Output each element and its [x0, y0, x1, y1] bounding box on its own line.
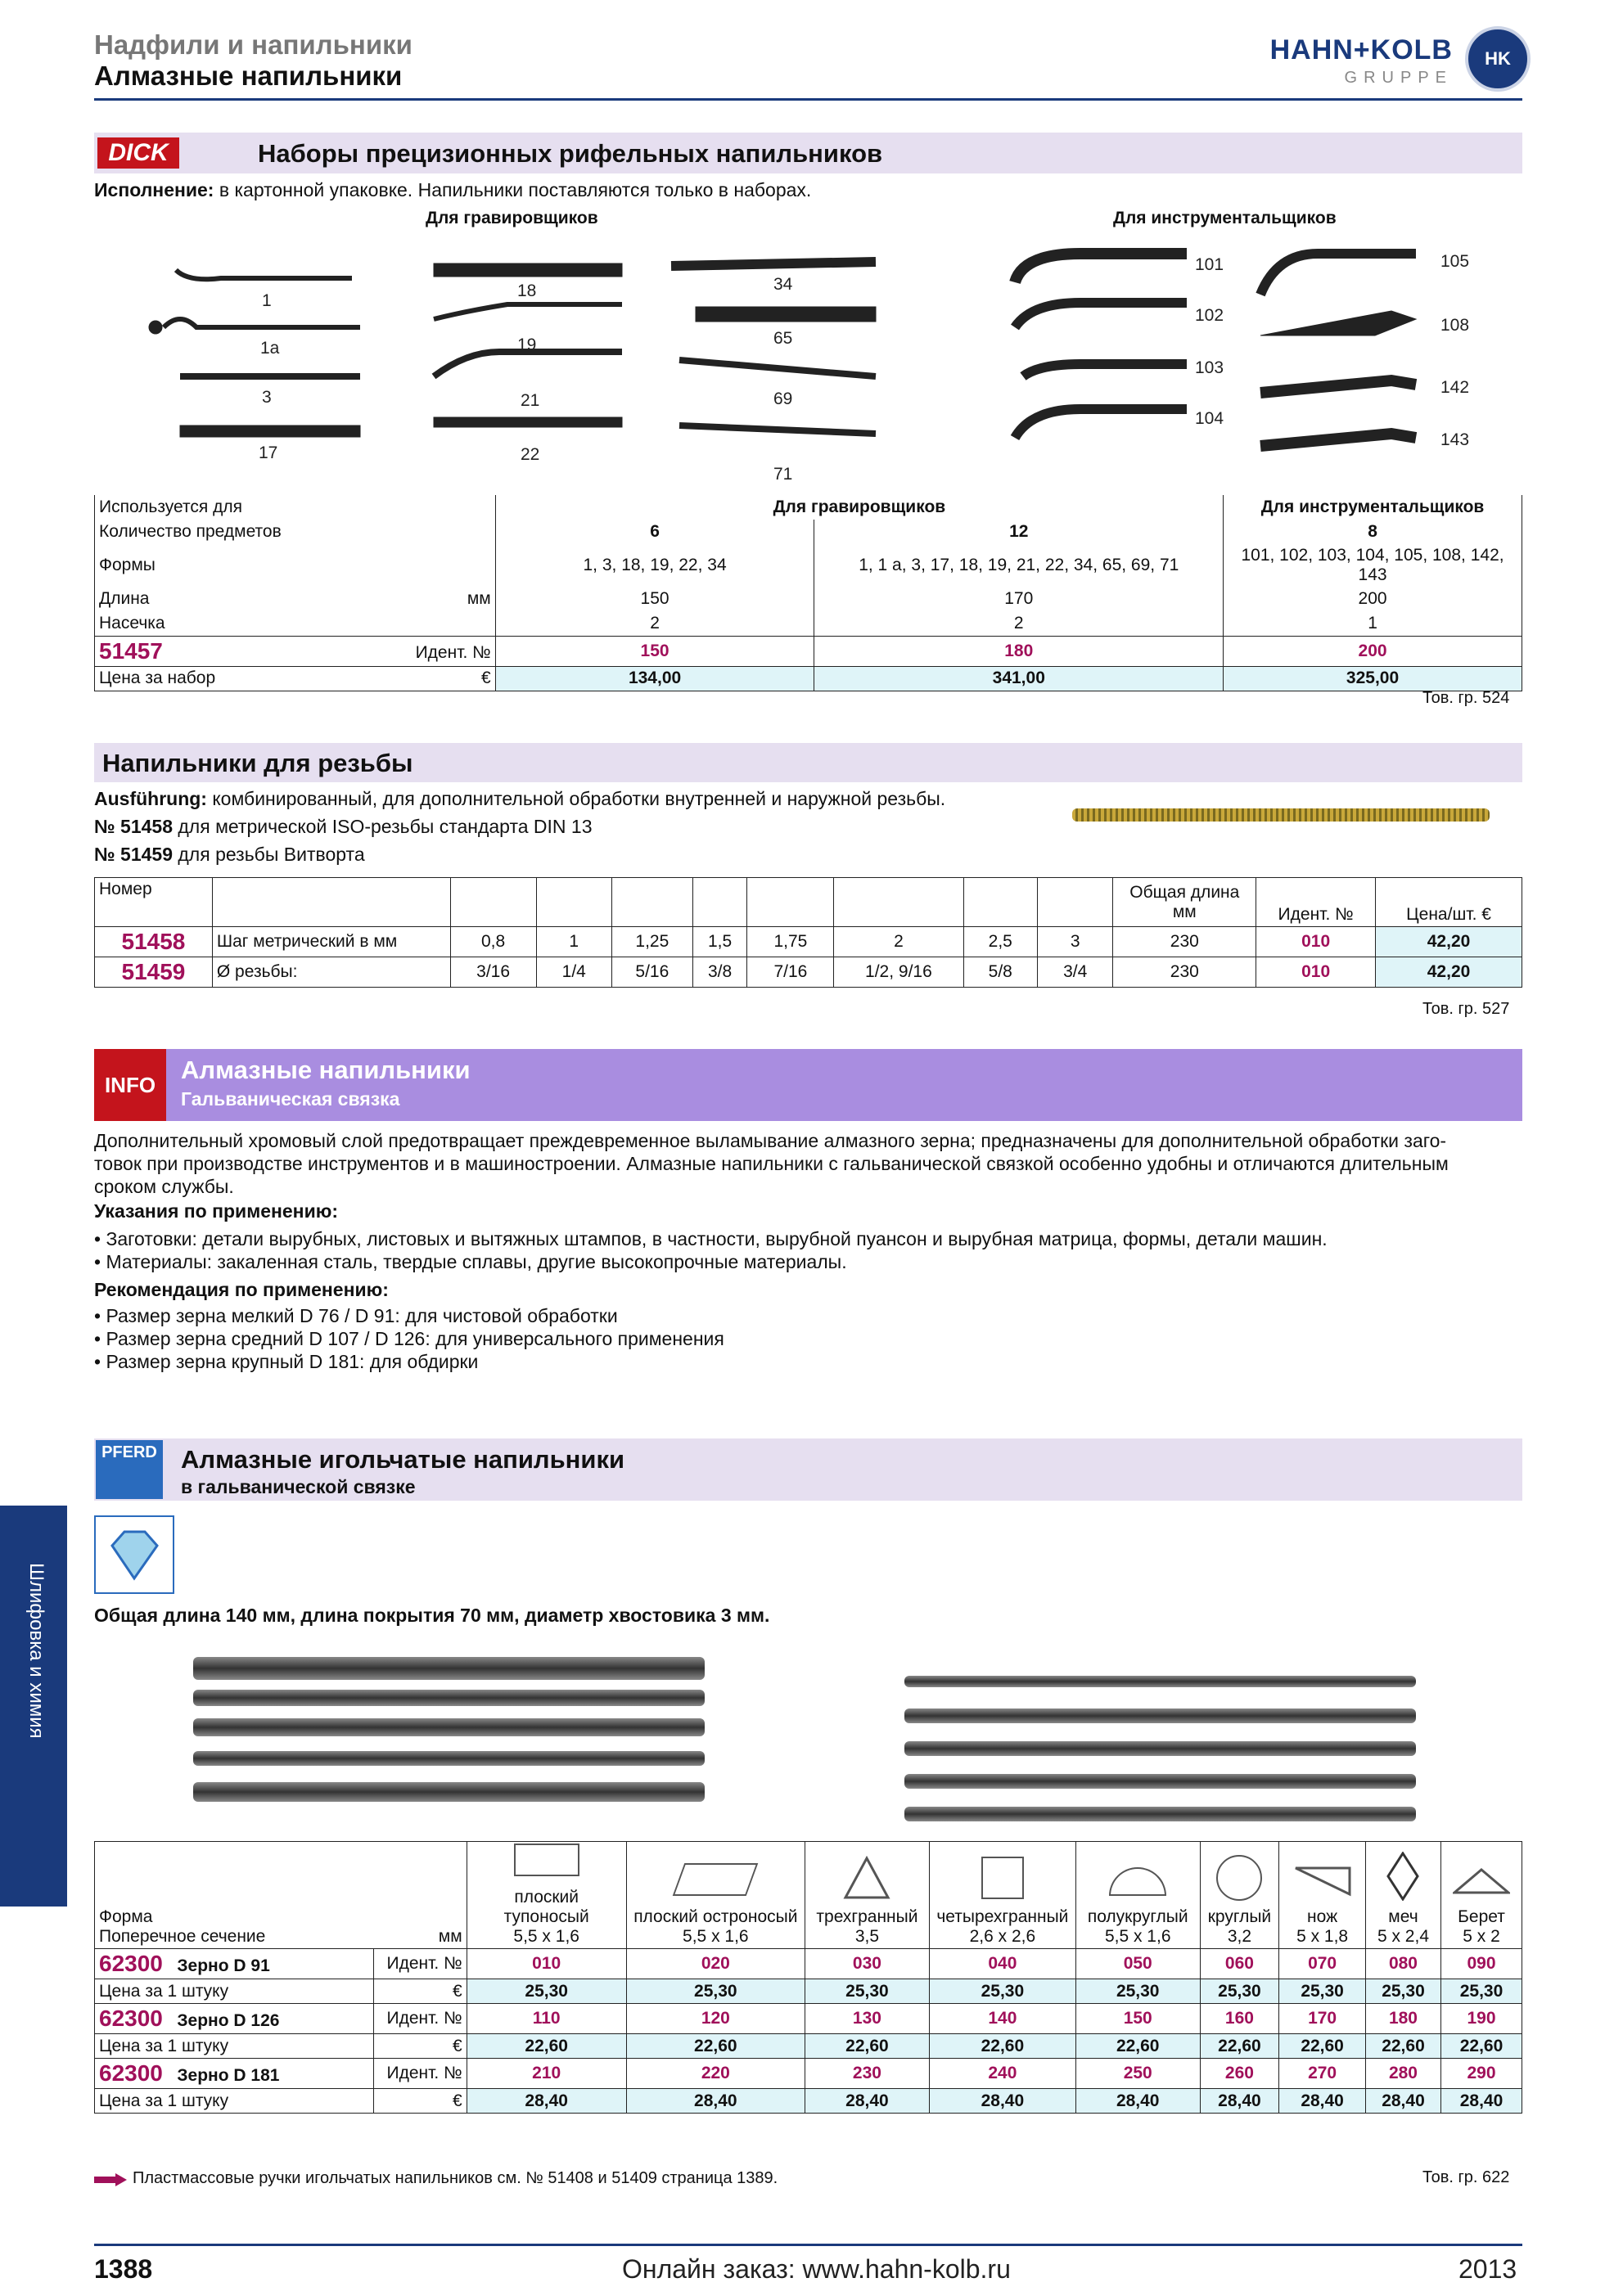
cell: 1/2, 9/16 — [834, 957, 963, 988]
pferd-logo: PFERD — [96, 1440, 163, 1499]
footer-year: 2013 — [1458, 2254, 1517, 2284]
cell — [747, 878, 834, 927]
s1-exec: Исполнение: в картонной упаковке. Напильники поставляются только в наборах. — [94, 179, 812, 200]
cell: Берет 5 x 2 — [1441, 1842, 1522, 1949]
side-tab-label: Шлифовка и химия — [25, 1563, 47, 1739]
cell — [692, 878, 747, 927]
cell: 22,60 — [1200, 2034, 1279, 2059]
cell: плоский тупоносый 5,5 x 1,6 — [467, 1842, 626, 1949]
needle-file-image — [904, 1741, 1416, 1756]
cell: 25,30 — [1075, 1979, 1200, 2004]
cell: 28,40 — [1075, 2089, 1200, 2114]
cell — [963, 878, 1037, 927]
cell: 5/16 — [612, 957, 693, 988]
s2-line3: № 51459 для резьбы Витворта — [94, 844, 365, 865]
file-label: 105 — [1440, 252, 1470, 271]
info-badge: INFO — [94, 1049, 166, 1121]
cell: 2,5 — [963, 927, 1037, 957]
cell — [450, 878, 536, 927]
cell: 280 — [1365, 2059, 1440, 2089]
needle-file-image — [193, 1690, 705, 1706]
file-label: 104 — [1195, 409, 1224, 428]
cell: Идент. № — [1256, 878, 1376, 927]
cell: 62300 Зерно D 126 — [95, 2004, 374, 2034]
cell: плоский остроносый 5,5 x 1,6 — [626, 1842, 805, 1949]
thread-file-image — [1072, 808, 1490, 822]
cell: 010 — [467, 1949, 626, 1979]
brand-logo — [1232, 23, 1531, 97]
s3-b4: • Размер зерна средний D 107 / D 126: для универсального применения — [94, 1328, 724, 1349]
needle-file-image — [904, 1807, 1416, 1821]
cell: 200 — [1224, 587, 1522, 611]
cell: 7/16 — [747, 957, 834, 988]
cell: 341,00 — [814, 666, 1224, 691]
cell: 210 — [467, 2059, 626, 2089]
s3-title: Алмазные напильники — [181, 1056, 471, 1084]
cell: 22,60 — [467, 2034, 626, 2059]
file-label: 101 — [1195, 255, 1224, 274]
cell: 28,40 — [805, 2089, 929, 2114]
cell: 140 — [929, 2004, 1075, 2034]
cell: 090 — [1441, 1949, 1522, 1979]
file-label: 103 — [1195, 358, 1224, 377]
cell: 150 — [1075, 2004, 1200, 2034]
cell: 8 — [1224, 520, 1522, 544]
s4-band — [94, 1438, 1522, 1501]
cell: 1 — [536, 927, 611, 957]
cell: 110 — [467, 2004, 626, 2034]
s4-note: Пластмассовые ручки игольчатых напильников см. № 51408 и 51409 страница 1389. — [133, 2169, 778, 2187]
cell: 230 — [1113, 957, 1256, 988]
cell: 25,30 — [929, 1979, 1075, 2004]
cell: круглый 3,2 — [1200, 1842, 1279, 1949]
s3-p3: сроком службы. — [94, 1176, 234, 1197]
cell: 170 — [1279, 2004, 1366, 2034]
cell: 6 — [495, 520, 814, 544]
cell: 22,60 — [1365, 2034, 1440, 2059]
cell: € — [374, 2034, 467, 2059]
s3-h2: Рекомендация по применению: — [94, 1279, 389, 1300]
cell: 134,00 — [495, 666, 814, 691]
s2-line1: Ausführung: комбинированный, для дополнительной обработки внутренней и наружной резьбы. — [94, 788, 946, 809]
file-label: 3 — [262, 388, 272, 407]
cell: четырехгранный 2,6 x 2,6 — [929, 1842, 1075, 1949]
cell: 25,30 — [1279, 1979, 1366, 2004]
cell: меч 5 x 2,4 — [1365, 1842, 1440, 1949]
cell — [612, 878, 693, 927]
arrow-right-icon — [94, 2173, 127, 2186]
cell: Цена/шт. € — [1376, 878, 1522, 927]
cell: Номер — [95, 878, 213, 927]
cell: 1/4 — [536, 957, 611, 988]
cell: 0,8 — [450, 927, 536, 957]
cell: 2 — [814, 611, 1224, 636]
cell: 020 — [626, 1949, 805, 1979]
cell: 290 — [1441, 2059, 1522, 2089]
cell: 22,60 — [626, 2034, 805, 2059]
cell: Шаг метрический в мм — [212, 927, 450, 957]
s2-band — [94, 743, 1522, 782]
needle-file-image — [193, 1751, 705, 1766]
needle-file-image — [193, 1657, 705, 1680]
s4-sub: в гальванической связке — [181, 1476, 416, 1497]
cell — [834, 878, 963, 927]
cell: 240 — [929, 2059, 1075, 2089]
needle-file-image — [904, 1676, 1416, 1687]
cell: 010 — [1256, 927, 1376, 957]
cell: 42,20 — [1376, 957, 1522, 988]
cell: 62300 Зерно D 181 — [95, 2059, 374, 2089]
cell: 325,00 — [1224, 666, 1522, 691]
cell: 3/8 — [692, 957, 747, 988]
cell: 250 — [1075, 2059, 1200, 2089]
file-label: 65 — [773, 329, 793, 348]
cell: 190 — [1441, 2004, 1522, 2034]
cell: 3/4 — [1037, 957, 1112, 988]
cell: Цена за набор € — [95, 666, 496, 691]
cell: 22,60 — [805, 2034, 929, 2059]
cell: 150 — [495, 636, 814, 666]
cell: 22,60 — [929, 2034, 1075, 2059]
cell: 25,30 — [1441, 1979, 1522, 2004]
s4-title: Алмазные игольчатые напильники — [181, 1445, 625, 1474]
file-label: 1a — [260, 339, 280, 358]
cell: Насечка — [95, 611, 496, 636]
cell: Идент. № — [374, 2004, 467, 2034]
file-label: 19 — [517, 335, 537, 354]
s3-b3: • Размер зерна мелкий D 76 / D 91: для чистовой обработки — [94, 1305, 618, 1326]
cell: 25,30 — [626, 1979, 805, 2004]
cell: 170 — [814, 587, 1224, 611]
cell: Идент. № — [374, 1949, 467, 1979]
cell: 1, 1 a, 3, 17, 18, 19, 21, 22, 34, 65, 69, 71 — [814, 544, 1224, 587]
file-label: 69 — [773, 389, 793, 408]
group-toolmakers: Для инструментальщиков — [1113, 209, 1337, 227]
cell: 1, 3, 18, 19, 22, 34 — [495, 544, 814, 587]
cell: 25,30 — [1365, 1979, 1440, 2004]
brand-mark: HK — [1465, 26, 1531, 92]
file-label: 143 — [1440, 430, 1470, 449]
cell: 28,40 — [1441, 2089, 1522, 2114]
cell: 200 — [1224, 636, 1522, 666]
tov-group: Тов. гр. 527 — [1422, 1000, 1510, 1018]
s3-sub: Гальваническая связка — [181, 1088, 400, 1110]
cell: 28,40 — [626, 2089, 805, 2114]
cell: 28,40 — [1279, 2089, 1366, 2114]
cell: 150 — [495, 587, 814, 611]
cell: 5/8 — [963, 957, 1037, 988]
s3-b5: • Размер зерна крупный D 181: для обдирки — [94, 1351, 479, 1372]
cell: Идент. № — [374, 2059, 467, 2089]
file-label: 22 — [521, 445, 540, 464]
cell: 62300 Зерно D 91 — [95, 1949, 374, 1979]
cell: 28,40 — [1365, 2089, 1440, 2114]
s3-p2: товок при производстве инструментов и в машиностроении. Алмазные напильники с гальванической связкой особенно удобны и отличаются длительным — [94, 1153, 1449, 1174]
cell: Цена за 1 штуку — [95, 2089, 374, 2114]
cell: Количество предметов — [95, 520, 496, 544]
cell: 080 — [1365, 1949, 1440, 1979]
cell: 070 — [1279, 1949, 1366, 1979]
cell: 42,20 — [1376, 927, 1522, 957]
file-label: 108 — [1440, 316, 1470, 335]
file-label: 1 — [262, 291, 272, 310]
s1-band — [94, 133, 1522, 173]
footer-url: Онлайн заказ: www.hahn-kolb.ru — [622, 2254, 1011, 2284]
header-rule — [94, 98, 1522, 101]
cell: 270 — [1279, 2059, 1366, 2089]
cell: Для гравировщиков — [495, 495, 1223, 520]
cell: 28,40 — [929, 2089, 1075, 2114]
cell: € — [374, 1979, 467, 2004]
tov-group: Тов. гр. 524 — [1422, 689, 1510, 707]
cell: 28,40 — [467, 2089, 626, 2114]
cell: 22,60 — [1075, 2034, 1200, 2059]
needle-file-image — [193, 1782, 705, 1802]
file-label: 71 — [773, 465, 793, 484]
s2-line2: № 51458 для метрической ISO-резьбы стандарта DIN 13 — [94, 816, 593, 837]
brand-name: HAHN+KOLB — [1269, 34, 1453, 65]
cell: Цена за 1 штуку — [95, 1979, 374, 2004]
cell: 2 — [495, 611, 814, 636]
cell: Ø резьбы: — [212, 957, 450, 988]
s3-b1: • Заготовки: детали вырубных, листовых и вытяжных штампов, в частности, вырубной пуансон и вырубная матрица, формы, детали машин. — [94, 1228, 1328, 1249]
cell: трехгранный 3,5 — [805, 1842, 929, 1949]
cell: 050 — [1075, 1949, 1200, 1979]
needle-file-image — [904, 1774, 1416, 1789]
file-label: 102 — [1195, 306, 1224, 325]
header-category: Надфили и напильники — [94, 29, 413, 60]
s4-table — [94, 1841, 1522, 2114]
cell: 030 — [805, 1949, 929, 1979]
cell: 12 — [814, 520, 1224, 544]
cell: 1 — [1224, 611, 1522, 636]
cell: 1,25 — [612, 927, 693, 957]
s3-band — [94, 1049, 1522, 1121]
cell: 25,30 — [1200, 1979, 1279, 2004]
cell: 101, 102, 103, 104, 105, 108, 142, 143 — [1224, 544, 1522, 587]
cell: 010 — [1256, 957, 1376, 988]
cell: 1,5 — [692, 927, 747, 957]
s3-h1: Указания по применению: — [94, 1200, 339, 1222]
needle-file-image — [193, 1718, 705, 1736]
cell: 230 — [805, 2059, 929, 2089]
cell: 130 — [805, 2004, 929, 2034]
cell: 1,75 — [747, 927, 834, 957]
cell: 260 — [1200, 2059, 1279, 2089]
file-illustrations — [139, 245, 1531, 491]
cell: Длина мм — [95, 587, 496, 611]
cell: 220 — [626, 2059, 805, 2089]
cell: полукруглый 5,5 x 1,6 — [1075, 1842, 1200, 1949]
s1-table — [94, 495, 1522, 691]
cell: 3/16 — [450, 957, 536, 988]
cell: 3 — [1037, 927, 1112, 957]
cell: 230 — [1113, 927, 1256, 957]
group-engravers: Для гравировщиков — [426, 209, 598, 227]
cell: 22,60 — [1279, 2034, 1366, 2059]
cell: 25,30 — [467, 1979, 626, 2004]
cell: 040 — [929, 1949, 1075, 1979]
cell: 060 — [1200, 1949, 1279, 1979]
cell: Используется для — [95, 495, 496, 520]
cell: 180 — [814, 636, 1224, 666]
cell: 51458 — [95, 927, 213, 957]
file-label: 142 — [1440, 378, 1470, 397]
file-label: 21 — [521, 391, 540, 410]
file-label: 17 — [259, 443, 278, 462]
page-title: Алмазные напильники — [94, 61, 403, 91]
s3-p1: Дополнительный хромовый слой предотвращает преждевременное выламывание алмазного зерна; предназначены для дополнительной обработки заго- — [94, 1130, 1447, 1151]
s1-title: Наборы прецизионных рифельных напильников — [258, 139, 883, 168]
cell: Цена за 1 штуку — [95, 2034, 374, 2059]
file-label: 18 — [517, 281, 537, 300]
s2-table — [94, 877, 1522, 988]
cell: Формы — [95, 544, 496, 587]
cell: 180 — [1365, 2004, 1440, 2034]
s3-b2: • Материалы: закаленная сталь, твердые сплавы, другие высокопрочные материалы. — [94, 1251, 847, 1272]
brand-sub: GRUPPE — [1344, 69, 1453, 87]
cell: нож 5 x 1,8 — [1279, 1842, 1366, 1949]
page-number: 1388 — [94, 2254, 153, 2284]
cell: 160 — [1200, 2004, 1279, 2034]
needle-file-image — [904, 1708, 1416, 1723]
cell: 25,30 — [805, 1979, 929, 2004]
cell: € — [374, 2089, 467, 2114]
cell: Общая длина мм — [1113, 878, 1256, 927]
cell: Форма Поперечное сечение мм — [95, 1842, 467, 1949]
cell: 22,60 — [1441, 2034, 1522, 2059]
cell: 2 — [834, 927, 963, 957]
cell: 51457 Идент. № — [95, 636, 496, 666]
s4-spec: Общая длина 140 мм, длина покрытия 70 мм, диаметр хвостовика 3 мм. — [94, 1605, 770, 1626]
s2-title: Напильники для резьбы — [102, 749, 413, 777]
cell — [212, 878, 450, 927]
cell — [1037, 878, 1112, 927]
cell: 51459 — [95, 957, 213, 988]
cell: 28,40 — [1200, 2089, 1279, 2114]
cell: Для инструментальщиков — [1224, 495, 1522, 520]
tov-group: Тов. гр. 622 — [1422, 2168, 1510, 2186]
diamond-icon — [94, 1515, 174, 1594]
cell — [536, 878, 611, 927]
cell: 120 — [626, 2004, 805, 2034]
footer-rule — [94, 2244, 1522, 2246]
dick-logo: DICK — [97, 137, 179, 169]
file-label: 34 — [773, 275, 793, 294]
